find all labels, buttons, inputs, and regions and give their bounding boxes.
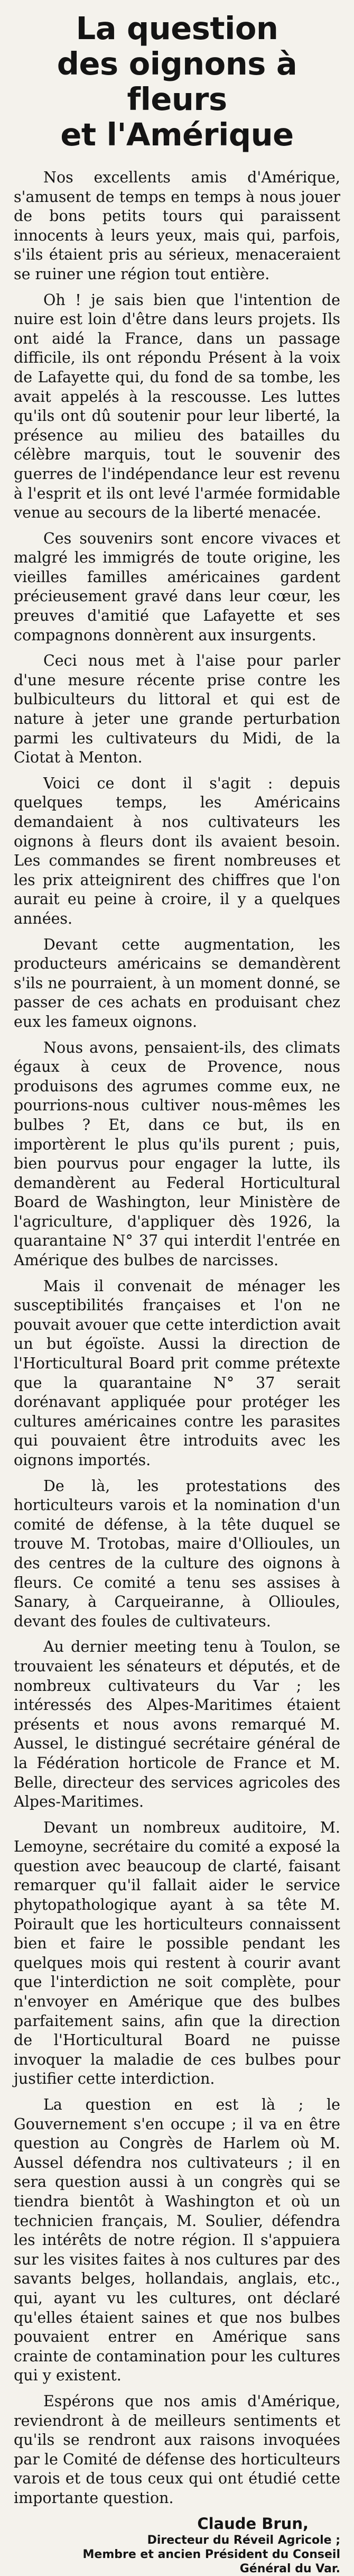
author-title-line-1: Directeur du Réveil Agricole ; [147, 2534, 340, 2547]
paragraph-9: De là, les protestations des horticulteurs varois et la nomination d'un comité de défense, à la tête duquel se trouve M. Trotobas, maire d'Ollioules, un des centres de la culture des oignons à fleurs. Ce comité a tenu ses assises à Sanary, à Carqueiranne, à Ollioules, devant des foules de cultivateurs. [14, 1477, 340, 1630]
headline-line-3: et l'Amérique [60, 116, 294, 153]
paragraph-4: Ceci nous met à l'aise pour parler d'une mesure récente prise contre les bulbiculteurs du littoral et qui est de nature à jeter une grande perturbation parmi les cultivateurs du Midi, de la Ciotat à Menton. [14, 652, 340, 767]
author-title-line-2: Membre et ancien Président du Conseil [82, 2548, 340, 2562]
paragraph-1: Nos excellents amis d'Amérique, s'amusent de temps en temps à nous jouer de bons petits tours qui paraissent innocents à leurs yeux, mais qui, parfois, s'ils étaient pris au sérieux, menaceraient se ruiner une région tout entière. [14, 169, 340, 283]
author-signature [14, 2514, 340, 2576]
paragraph-11: Devant un nombreux auditoire, M. Lemoyne, secrétaire du comité a exposé la question avec beaucoup de clarté, faisant remarquer qu'il fallait aider le service phytopathologique ayant à sa tête M. Poirault que les horticulteurs connaissent bien et faire le possible pendant les quelques mois qui restent à courir avant que l'interdiction ne soit complète, pour n'envoyer en Amérique que des bulbes parfaitement sains, afin que la direction de l'Horticultural Board ne puisse invoquer la maladie de ces bulbes pour justifier cette interdiction. [14, 1818, 340, 2088]
paragraph-7: Nous avons, pensaient-ils, des climats égaux à ceux de Provence, nous produisons des agrumes comme eux, ne pourrions-nous cultiver nous-mêmes les bulbes ? Et, dans ce but, ils en importèrent le plus qu'ils purent ; puis, bien pourvus pour engager la lutte, ils demandèrent au Federal Horticultural Board de Washington, leur Ministère de l'agriculture, d'appliquer dès 1926, la quarantaine N° 37 qui interdit l'entrée en Amérique des bulbes de narcisses. [14, 1038, 340, 1269]
article-body [14, 168, 340, 2576]
paragraph-6: Devant cette augmentation, les producteurs américains se demandèrent s'ils ne pourraient, à un moment donné, se passer de ces achats en produisant chez eux les fameux oignons. [14, 935, 340, 1031]
headline-line-2: des oignons à fleurs [57, 45, 297, 117]
author-name: Claude Brun, [197, 2515, 309, 2533]
paragraph-12: La question en est là ; le Gouvernement s'en occupe ; il va en être question au Congrès de Harlem où M. Aussel défendra nos cultivateurs ; il en sera question aussi à un congrès qui se tiendra bientôt à Washington et où un technicien français, M. Soulier, défendra les intérêts de notre région. Il s'appuiera sur les visites faites à nos cultures par des savants belges, hollandais, anglais, etc., qui, ayant vu les cultures, ont déclaré qu'elles étaient saines et que nos bulbes pouvaient entrer en Amérique sans crainte de contamination pour les cultures qui y existent. [14, 2096, 340, 2385]
paragraph-8: Mais il convenait de ménager les susceptibilités françaises et l'on ne pouvait avouer que cette interdiction avait un but égoïste. Aussi la direction de l'Horticultural Board prit comme prétexte que la quarantaine N° 37 serait dorénavant appliquée pour protéger les cultures américaines contre les parasites qui pouvaient être introduits avec les oignons importés. [14, 1277, 340, 1469]
article-headline [14, 11, 340, 152]
headline-line-1: La question [76, 10, 278, 47]
author-title-line-3: Général du Var. [239, 2562, 340, 2576]
paragraph-3: Ces souvenirs sont encore vivaces et malgré les immigrés de toute origine, les vieilles familles américaines gardent précieusement gravé dans leur cœur, les preuves d'amitié que Lafayette et ses compagnons donnèrent aux insurgents. [14, 529, 340, 644]
paragraph-13: Espérons que nos amis d'Amérique, reviendront à de meilleurs sentiments et qu'ils se rendront aux raisons invoquées par le Comité de défense des horticulteurs varois et de tous ceux qui ont étudié cette importante question. [14, 2392, 340, 2507]
paragraph-5: Voici ce dont il s'agit : depuis quelques temps, les Américains demandaient à nos cultivateurs les oignons à fleurs dont ils avaient besoin. Les commandes se firent nombreuses et les prix atteignirent des chiffres que l'on aurait eu peine à croire, il y a quelques années. [14, 774, 340, 927]
paragraph-2: Oh ! je sais bien que l'intention de nuire est loin d'être dans leurs projets. Ils ont aidé la France, dans un passage difficile, ils ont répondu Présent à la voix de Lafayette qui, du fond de sa tombe, les avait appelés à la rescousse. Les luttes qu'ils ont dû soutenir pour leur liberté, la présence au milieu des batailles du célèbre marquis, tout le souvenir des guerres de l'indépendance leur est revenu à l'esprit et ils ont levé l'armée formidable venue au secours de la liberté menacée. [14, 291, 340, 522]
paragraph-10: Au dernier meeting tenu à Toulon, se trouvaient les sénateurs et députés, et de nombreux cultivateurs du Var ; les intéressés des Alpes-Maritimes étaient présents et nous avons remarqué M. Aussel, le distingué secrétaire général de la Fédération horticole de France et M. Belle, directeur des services agricoles des Alpes-Maritimes. [14, 1638, 340, 1811]
